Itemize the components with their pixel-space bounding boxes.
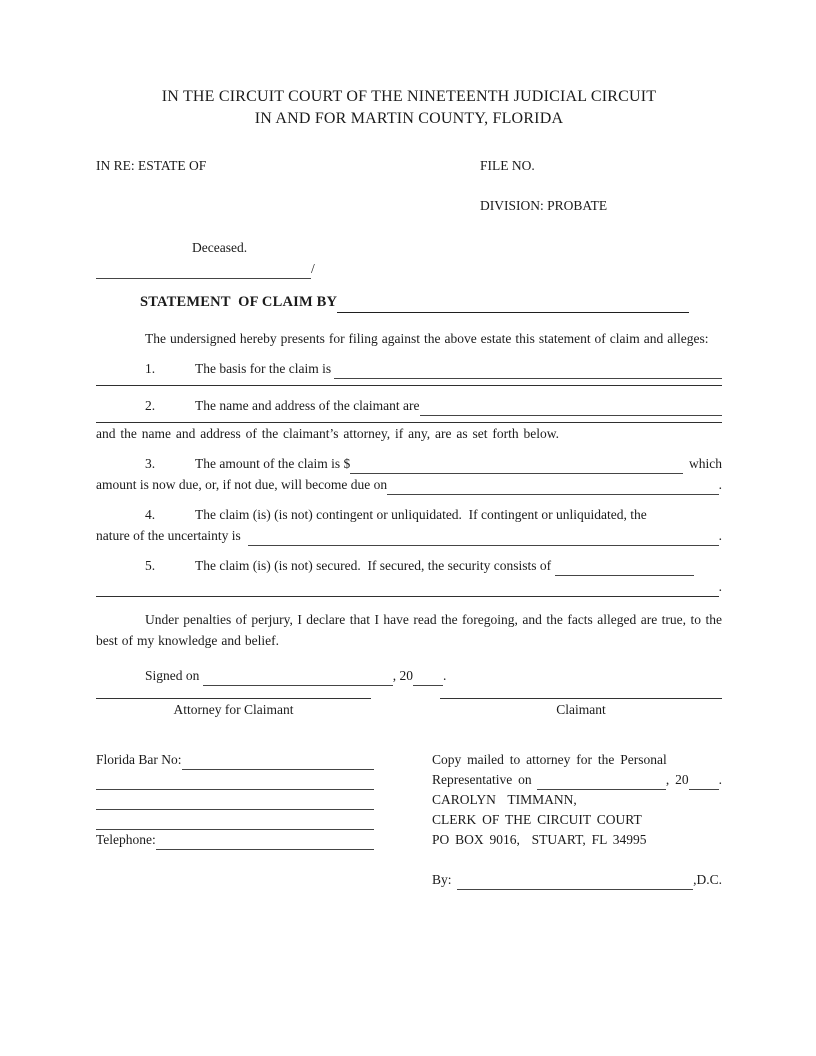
- item-2-continuation-text: and the name and address of the claimant’s attorney, if any, are as set forth below.: [96, 426, 559, 441]
- copy-mailed-text: Copy mailed to attorney for the Personal: [432, 752, 667, 767]
- case-caption: [96, 155, 722, 216]
- claimant-signature-block: [440, 698, 722, 720]
- attorney-signature-block: [96, 698, 371, 720]
- item-2-line: [96, 395, 722, 416]
- in-re-estate-label: IN RE: ESTATE OF: [96, 158, 207, 173]
- item-5-number: 5.: [145, 558, 156, 573]
- by-line: [432, 870, 722, 890]
- item-5-security-blank: [555, 569, 694, 576]
- representative-on-label: Representative on: [432, 772, 538, 787]
- signed-year-blank: [413, 679, 443, 686]
- intro-paragraph: The undersigned hereby presents for filing against the above estate this statement of claim and alleges:: [145, 331, 709, 346]
- item-3-line2-period: .: [718, 477, 722, 492]
- item-3-amount-blank: [350, 467, 683, 474]
- item-4-number: 4.: [145, 507, 156, 522]
- mailed-date-blank: [537, 783, 665, 790]
- file-no-label: FILE NO.: [480, 158, 535, 173]
- item-1-number: 1.: [145, 361, 156, 376]
- item-5-continuation-blank: [96, 590, 719, 597]
- item-4-line2-period: .: [718, 528, 722, 543]
- attorney-address-blank-1: [96, 783, 374, 790]
- footer-columns: [96, 750, 722, 890]
- item-4-uncertainty-blank: [248, 539, 719, 546]
- item-3-due-date-blank: [387, 488, 718, 495]
- item-2-claimant-blank: [420, 409, 722, 416]
- item-1-line: [96, 358, 722, 379]
- florida-bar-no-label: Florida Bar No:: [96, 752, 182, 767]
- signed-date-blank: [203, 679, 393, 686]
- item-3-line1-end: which: [689, 456, 722, 471]
- mailed-year-blank: [689, 783, 719, 790]
- item-5-text: The claim (is) (is not) secured. If secured, the security consists of: [195, 558, 555, 573]
- item-1-text: The basis for the claim is: [195, 361, 335, 376]
- item-5-period: .: [718, 579, 722, 594]
- signature-row: [96, 698, 722, 720]
- item-2-text: The name and address of the claimant are: [195, 398, 420, 413]
- item-2-continuation-blank: [96, 416, 722, 423]
- clerk-name: CAROLYN TIMMANN,: [432, 792, 577, 807]
- by-label: By:: [432, 872, 458, 887]
- signed-period: .: [443, 668, 447, 683]
- item-3-line2: [96, 474, 722, 495]
- item-4-line: [96, 504, 722, 525]
- item-4-line2: [96, 525, 722, 546]
- statement-title-line: [140, 292, 722, 313]
- signed-year-prefix: , 20: [392, 668, 414, 683]
- item-1-continuation-line: [96, 379, 722, 386]
- item-5-line: [96, 555, 722, 576]
- clerk-title: CLERK OF THE CIRCUIT COURT: [432, 812, 642, 827]
- item-3-number: 3.: [145, 456, 156, 471]
- caption-right-column: [480, 155, 722, 216]
- florida-bar-no-blank: [182, 763, 375, 770]
- telephone-line: [96, 830, 374, 850]
- attorney-address-blank-2: [96, 803, 374, 810]
- deputy-clerk-blank: [457, 883, 693, 890]
- item-4-line2-text: nature of the uncertainty is: [96, 528, 245, 543]
- telephone-label: Telephone:: [96, 832, 156, 847]
- item-3-line2-text: amount is now due, or, if not due, will become due on: [96, 477, 388, 492]
- item-4-text: The claim (is) (is not) contingent or unliquidated. If contingent or unliquidated, the: [195, 507, 647, 522]
- caption-divider-line: [96, 258, 722, 279]
- mailed-period: .: [718, 772, 722, 787]
- attorney-for-claimant-label: Attorney for Claimant: [173, 702, 294, 717]
- item-1-continuation-blank: [96, 379, 722, 386]
- statement-title: STATEMENT OF CLAIM BY: [140, 294, 338, 310]
- deceased-label: Deceased.: [192, 240, 248, 255]
- item-1-basis-blank: [334, 372, 722, 379]
- attorney-address-blank-3: [96, 823, 374, 830]
- attorney-address-line-1: [96, 770, 374, 790]
- florida-bar-no-line: [96, 750, 374, 770]
- item-2-number: 2.: [145, 398, 156, 413]
- perjury-paragraph: Under penalties of perjury, I declare that I have read the foregoing, and the facts alleged are true, to the best of my knowledge and belief.: [96, 612, 722, 648]
- signed-on-label: Signed on: [145, 668, 203, 683]
- attorney-address-line-2: [96, 790, 374, 810]
- clerk-block: [432, 750, 722, 890]
- mailed-year-prefix: , 20: [665, 772, 689, 787]
- clerk-address: PO BOX 9016, STUART, FL 34995: [432, 832, 647, 847]
- attorney-info-block: [96, 750, 374, 890]
- representative-on-line: [432, 770, 722, 790]
- attorney-address-line-3: [96, 810, 374, 830]
- dc-label: ,D.C.: [693, 872, 722, 887]
- court-header: [96, 86, 722, 130]
- item-2-continuation-line: [96, 416, 722, 423]
- signed-on-line: [96, 665, 722, 686]
- item-5-continuation-line: [96, 576, 722, 597]
- court-header-line1: IN THE CIRCUIT COURT OF THE NINETEENTH JUDICIAL CIRCUIT: [161, 88, 657, 105]
- division-label: DIVISION: PROBATE: [480, 198, 608, 213]
- claimant-name-blank: [337, 306, 689, 313]
- item-3-text: The amount of the claim is $: [195, 456, 351, 471]
- telephone-blank: [156, 843, 374, 850]
- court-header-line2: IN AND FOR MARTIN COUNTY, FLORIDA: [254, 110, 564, 127]
- decedent-name-blank: [96, 272, 311, 279]
- caption-slash: /: [311, 261, 315, 276]
- claimant-label: Claimant: [556, 702, 606, 717]
- item-3-line: [96, 453, 722, 474]
